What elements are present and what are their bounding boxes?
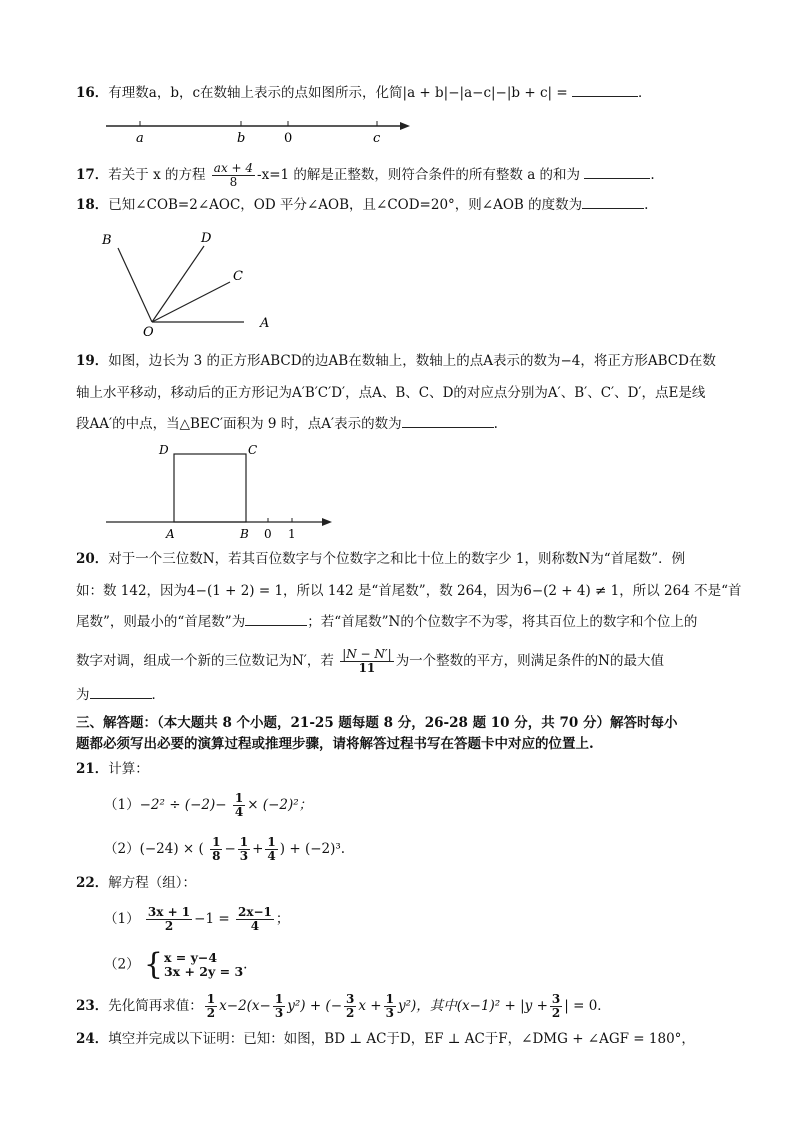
label-D: D bbox=[201, 231, 212, 246]
equation-2: 3x + 2y = 3 bbox=[163, 964, 244, 979]
label-b: b bbox=[237, 131, 246, 146]
punctuation: . bbox=[644, 197, 649, 213]
answer-blank bbox=[582, 196, 644, 209]
fraction bbox=[344, 993, 356, 1020]
denominator: 3 bbox=[274, 1006, 284, 1020]
numerator: 1 bbox=[206, 992, 216, 1006]
question-22-part1 bbox=[104, 906, 289, 933]
operator: − bbox=[224, 841, 236, 857]
label-0: 0 bbox=[284, 131, 293, 146]
fraction bbox=[384, 993, 396, 1020]
fraction bbox=[265, 836, 277, 863]
denominator: 2 bbox=[164, 919, 174, 933]
label-C: C bbox=[233, 269, 243, 284]
punctuation: ． bbox=[637, 85, 652, 101]
question-text: 段AA′的中点，当△BEC′面积为 9 时，点A′表示的数为 bbox=[76, 416, 402, 432]
question-19-line2 bbox=[76, 384, 705, 402]
question-16 bbox=[76, 84, 651, 102]
expression: × (−2)²； bbox=[247, 797, 313, 813]
part-label: （2） bbox=[104, 956, 140, 973]
question-20-line2 bbox=[76, 582, 742, 600]
punctuation: . bbox=[243, 956, 248, 973]
label-1: 1 bbox=[288, 527, 296, 541]
question-20-line3 bbox=[76, 613, 697, 631]
question-21-part1 bbox=[104, 792, 312, 819]
question-20-line5 bbox=[76, 686, 165, 704]
equation-1: x = y−4 bbox=[163, 950, 218, 965]
fraction bbox=[273, 993, 285, 1020]
left-brace: { bbox=[143, 947, 163, 982]
label-a: a bbox=[136, 131, 144, 146]
question-text: 轴上水平移动，移动后的正方形记为A′B′C′D′，点A、B、C、D的对应点分别为A′、B′、C′、D′，点E是线 bbox=[76, 385, 706, 401]
denominator: 4 bbox=[234, 805, 244, 819]
expression: −2² ÷ (−2)− bbox=[139, 797, 227, 813]
question-22-part2 bbox=[104, 947, 248, 982]
question-text: 计算： bbox=[108, 761, 149, 777]
question-number: 19． bbox=[76, 353, 109, 369]
question-text: 如：数 142，因为4−(1 + 2) = 1，所以 142 是“首尾数”，数 264，因为6−(2 + 4) ≠ 1，所以 264 不是“首 bbox=[76, 583, 742, 599]
arrow-head bbox=[400, 122, 410, 130]
question-text: 为 bbox=[76, 687, 90, 703]
operator: + bbox=[252, 841, 264, 857]
question-21-part2 bbox=[104, 836, 345, 863]
question-18 bbox=[76, 196, 648, 214]
question-text: ；若“首尾数”N的个位数字不为零，将其百位上的数字和个位上的 bbox=[307, 614, 698, 630]
square-ABCD bbox=[174, 454, 246, 522]
numerator: 1 bbox=[234, 791, 244, 805]
part-label: （1） bbox=[104, 797, 140, 813]
part-label: （2） bbox=[104, 841, 140, 857]
question-text: 若关于 x 的方程 bbox=[108, 167, 206, 183]
numerator: 1 bbox=[274, 992, 284, 1006]
question-20-line4 bbox=[76, 648, 664, 675]
answer-blank bbox=[90, 686, 152, 699]
question-24 bbox=[76, 1030, 695, 1048]
question-text: 尾数”，则最小的“首尾数”为 bbox=[76, 614, 246, 630]
expression: | = 0． bbox=[564, 998, 611, 1014]
question-text: 先化简再求值： bbox=[108, 998, 203, 1014]
denominator: 3 bbox=[385, 1006, 394, 1020]
question-text: 填空并完成以下证明：已知：如图，BD ⊥ AC于D，EF ⊥ AC于F，∠DMG + ∠AGF = 180°， bbox=[108, 1031, 695, 1047]
denominator: 11 bbox=[358, 661, 376, 675]
answer-blank bbox=[584, 166, 650, 179]
fraction bbox=[550, 993, 562, 1020]
punctuation: ； bbox=[275, 911, 290, 927]
punctuation: ． bbox=[151, 687, 165, 703]
numerator: 3 bbox=[346, 992, 355, 1006]
punctuation: . bbox=[650, 167, 655, 183]
denominator: 2 bbox=[206, 1006, 216, 1020]
numerator: ax + 4 bbox=[213, 161, 254, 175]
label-c: c bbox=[373, 131, 381, 146]
denominator: 2 bbox=[346, 1006, 355, 1020]
numerator: 2x−1 bbox=[237, 905, 272, 919]
ray-OC bbox=[152, 282, 230, 322]
part-label: （1） bbox=[104, 911, 140, 927]
fraction bbox=[236, 906, 274, 933]
question-text: 为一个整数的平方，则满足条件的N的最大值 bbox=[395, 653, 664, 669]
numerator: 3 bbox=[551, 992, 561, 1006]
fraction bbox=[210, 836, 222, 863]
question-21 bbox=[76, 760, 149, 778]
denominator: 2 bbox=[551, 1006, 561, 1020]
denominator: 4 bbox=[250, 919, 260, 933]
section-heading-line2: 题都必须写出必要的演算过程或推理步骤，请将解答过程书写在答题卡中对应的位置上. bbox=[76, 736, 594, 752]
denominator: 3 bbox=[239, 849, 249, 863]
punctuation: . bbox=[493, 416, 498, 432]
question-number: 17． bbox=[76, 167, 109, 183]
fraction bbox=[238, 836, 250, 863]
expression: y²)，其中(x−1)² + |y + bbox=[397, 998, 548, 1014]
question-19-line3 bbox=[76, 415, 498, 433]
label-C: C bbox=[248, 443, 258, 457]
answer-blank bbox=[402, 415, 494, 428]
numerator: 1 bbox=[239, 835, 249, 849]
square-number-line-figure-19 bbox=[100, 438, 340, 542]
expression: y²) + (− bbox=[287, 998, 343, 1014]
fraction bbox=[146, 906, 192, 933]
numerator: 3x + 1 bbox=[147, 905, 191, 919]
fraction bbox=[233, 792, 245, 819]
question-20-line1 bbox=[76, 550, 685, 568]
expression: x + bbox=[358, 998, 382, 1014]
denominator: 8 bbox=[229, 175, 238, 189]
question-number: 24． bbox=[76, 1031, 109, 1047]
question-text: 已知∠COB=2∠AOC，OD 平分∠AOB，且∠COD=20°，则∠AOB 的度数为 bbox=[108, 197, 583, 213]
label-D: D bbox=[159, 443, 169, 457]
expression: (−24) × ( bbox=[139, 841, 204, 857]
number-line-figure-16 bbox=[100, 112, 420, 148]
question-number: 21． bbox=[76, 761, 109, 777]
section-heading-line1: 三、解答题：（本大题共 8 个小题，21-25 题每题 8 分，26-28 题 10 分，共 70 分）解答时每小 bbox=[76, 715, 678, 731]
label-A: A bbox=[166, 527, 175, 541]
answer-blank bbox=[245, 613, 307, 626]
ray-OB bbox=[118, 248, 152, 322]
fraction bbox=[205, 993, 217, 1020]
question-number: 16． bbox=[76, 85, 109, 101]
label-O: O bbox=[143, 325, 154, 340]
ray-OD bbox=[152, 246, 204, 322]
arrow-head bbox=[322, 518, 332, 526]
denominator: 8 bbox=[212, 849, 221, 863]
question-text: -x=1 的解是正整数，则符合条件的所有整数 a 的和为 bbox=[257, 167, 581, 183]
question-22 bbox=[76, 874, 196, 892]
question-text: 如图，边长为 3 的正方形ABCD的边AB在数轴上，数轴上的点A表示的数为−4，将正方形ABCD在数 bbox=[108, 353, 716, 369]
numerator: 1 bbox=[267, 835, 276, 849]
label-B: B bbox=[102, 233, 112, 248]
question-number: 20． bbox=[76, 551, 109, 567]
equation-system bbox=[143, 947, 244, 982]
question-23 bbox=[76, 993, 611, 1020]
label-B: B bbox=[240, 527, 249, 541]
numerator: 1 bbox=[385, 992, 394, 1006]
question-text: 有理数a，b，c在数轴上表示的点如图所示，化简|a + b|−|a−c|−|b + c| = bbox=[108, 85, 572, 101]
fraction bbox=[340, 648, 394, 675]
label-0: 0 bbox=[264, 527, 272, 541]
label-A: A bbox=[260, 316, 270, 331]
numerator: |N − N′| bbox=[342, 647, 392, 661]
question-19-line1 bbox=[76, 352, 716, 370]
expression: x−2(x− bbox=[219, 998, 271, 1014]
answer-blank bbox=[572, 84, 638, 97]
question-17 bbox=[76, 162, 655, 189]
numerator: 1 bbox=[212, 835, 221, 849]
denominator: 4 bbox=[267, 849, 276, 863]
question-number: 18． bbox=[76, 197, 109, 213]
question-text: 对于一个三位数N，若其百位数字与个位数字之和比十位上的数字少 1，则称数N为“首尾数”．例 bbox=[108, 551, 686, 567]
question-text: 数字对调，组成一个新的三位数记为N′，若 bbox=[76, 653, 334, 669]
question-number: 22． bbox=[76, 875, 109, 891]
question-text: 解方程（组）： bbox=[108, 875, 197, 891]
fraction bbox=[212, 162, 255, 189]
expression: ) + (−2)³. bbox=[279, 841, 346, 857]
expression: −1 = bbox=[194, 911, 230, 927]
angle-figure-18 bbox=[96, 224, 286, 340]
question-number: 23． bbox=[76, 998, 109, 1014]
